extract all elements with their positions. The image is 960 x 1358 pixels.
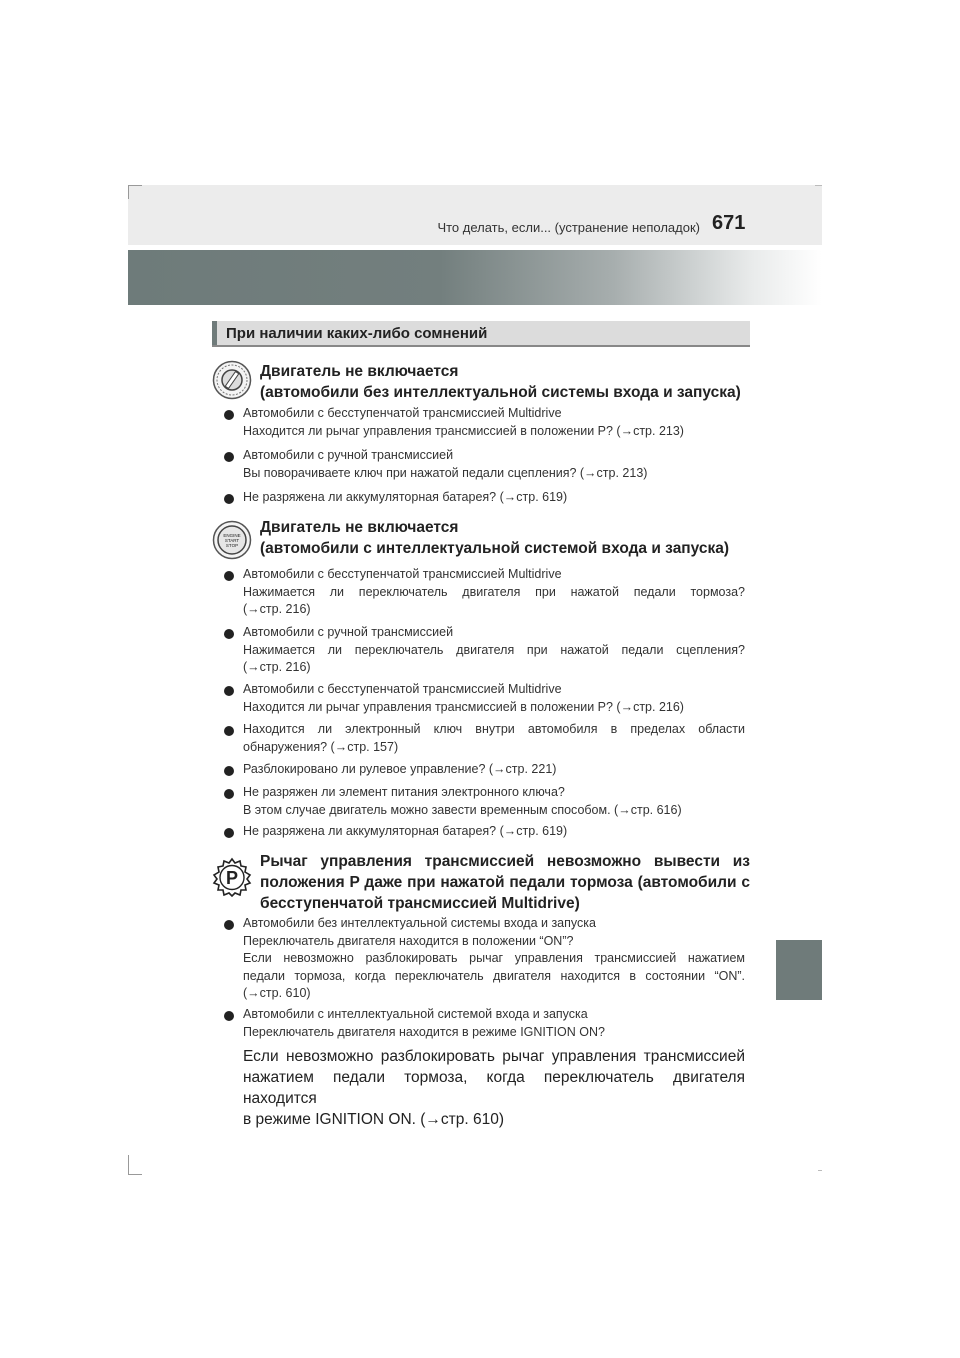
item-line: (→стр. 610) xyxy=(243,986,311,1000)
item-line: Вы поворачиваете ключ при нажатой педали сцепления? (→стр. 213) xyxy=(243,465,648,480)
page-number: 671 xyxy=(712,212,746,234)
final-line: Если невозможно разблокировать рычаг управления трансмиссией xyxy=(243,1048,745,1065)
item-line: Переключатель двигателя находится в режиме IGNITION ON? xyxy=(243,1024,605,1039)
item-line: В этом случае двигатель можно завести временным способом. (→стр. 616) xyxy=(243,802,682,817)
svg-text:STOP: STOP xyxy=(225,543,239,548)
list-item xyxy=(243,761,745,779)
crop-mark xyxy=(128,1174,142,1175)
item-line: Автомобили с интеллектуальной системой входа и запуска xyxy=(243,1007,588,1021)
bullet-icon xyxy=(224,726,234,736)
item-line: Не разряжена ли аккумуляторная батарея? (→стр. 619) xyxy=(243,490,568,504)
block2-heading-line1: Двигатель не включается xyxy=(260,519,459,536)
item-line: Автомобили с бесступенчатой трансмиссией Multidrive xyxy=(243,682,562,696)
list-item xyxy=(243,721,745,756)
item-line: Автомобили без интеллектуальной системы входа и запуска xyxy=(243,916,596,930)
final-line: в режиме IGNITION ON. (→стр. 610) xyxy=(243,1111,505,1128)
block3-heading xyxy=(260,851,750,914)
list-item xyxy=(243,915,745,1003)
section-accent xyxy=(212,321,217,345)
section-header xyxy=(212,321,750,347)
running-head: Что делать, если... (устранение неполадок) xyxy=(437,220,700,235)
item-line: обнаружения? (→стр. 157) xyxy=(243,739,399,754)
list-item xyxy=(243,489,745,507)
final-line: нажатием педали тормоза, когда переключатель двигателя находится xyxy=(243,1069,745,1107)
item-line: Автомобили с бесступенчатой трансмиссией Multidrive xyxy=(243,406,562,420)
bullet-icon xyxy=(224,920,234,930)
block3-heading-line2: положения P даже при нажатой педали тормоза (автомобили с xyxy=(260,874,750,891)
bullet-icon xyxy=(224,766,234,776)
list-item xyxy=(243,823,745,841)
gear-p-icon xyxy=(212,857,252,897)
list-item xyxy=(243,405,745,440)
item-line: Находится ли рычаг управления трансмиссией в положении P? (→стр. 213) xyxy=(243,423,684,438)
list-item xyxy=(243,447,745,482)
svg-text:P: P xyxy=(225,868,239,888)
chapter-band xyxy=(128,250,822,305)
block3-heading-line1: Рычаг управления трансмиссией невозможно вывести из xyxy=(260,853,750,870)
list-item xyxy=(243,681,745,716)
item-line: Не разряжена ли аккумуляторная батарея? (→стр. 619) xyxy=(243,824,568,838)
list-item xyxy=(243,784,745,819)
block1-heading-line2: (автомобили без интеллектуальной системы входа и запуска) xyxy=(260,384,741,401)
engine-start-stop-button-icon xyxy=(212,520,252,560)
item-line: Находится ли рычаг управления трансмиссией в положении P? (→стр. 216) xyxy=(243,699,684,714)
item-line: Находится ли электронный ключ внутри автомобиля в пределах области xyxy=(243,722,745,736)
svg-text:START: START xyxy=(224,538,240,543)
item-line: Переключатель двигателя находится в положении “ON”? xyxy=(243,933,574,948)
list-item xyxy=(243,566,745,619)
list-item xyxy=(243,624,745,677)
bullet-icon xyxy=(224,629,234,639)
item-line: Не разряжен ли элемент питания электронного ключа? xyxy=(243,785,565,799)
block2-heading-line2: (автомобили с интеллектуальной системой входа и запуска) xyxy=(260,540,730,557)
block1-heading-line1: Двигатель не включается xyxy=(260,363,459,380)
section-title: При наличии каких-либо сомнений xyxy=(226,325,488,342)
list-item xyxy=(243,1006,745,1041)
crop-mark xyxy=(818,1170,822,1171)
item-line: Разблокировано ли рулевое управление? (→стр. 221) xyxy=(243,762,557,776)
chapter-side-tab xyxy=(776,940,822,1000)
bullet-icon xyxy=(224,1011,234,1021)
item-line: Нажимается ли переключатель двигателя при нажатой педали тормоза? xyxy=(243,584,745,599)
item-line: (→стр. 216) xyxy=(243,660,311,674)
crop-mark xyxy=(815,185,822,186)
crop-mark xyxy=(128,185,129,199)
block2-heading xyxy=(260,517,750,559)
item-line: Автомобили с ручной трансмиссией xyxy=(243,448,454,462)
bullet-icon xyxy=(224,452,234,462)
block1-heading xyxy=(260,361,750,403)
bullet-icon xyxy=(224,410,234,420)
bullet-icon xyxy=(224,789,234,799)
item-line: (→стр. 216) xyxy=(243,602,311,616)
block3-heading-line3: бесступенчатой трансмиссией Multidrive) xyxy=(260,895,580,912)
bullet-icon xyxy=(224,494,234,504)
item-line: Автомобили с ручной трансмиссией xyxy=(243,625,454,639)
item-line: Автомобили с бесступенчатой трансмиссией Multidrive xyxy=(243,567,562,581)
svg-text:ENGINE: ENGINE xyxy=(223,533,241,538)
final-paragraph xyxy=(243,1046,745,1130)
ignition-key-icon xyxy=(212,360,252,400)
crop-mark xyxy=(128,185,142,186)
bullet-icon xyxy=(224,828,234,838)
item-line: педали тормоза, когда переключатель двигателя находится в состоянии “ON”. xyxy=(243,968,745,983)
item-line: Если невозможно разблокировать рычаг управления трансмиссией нажатием xyxy=(243,951,745,965)
bullet-icon xyxy=(224,686,234,696)
crop-mark xyxy=(128,1155,129,1175)
item-line: Нажимается ли переключатель двигателя при нажатой педали сцепления? xyxy=(243,642,745,657)
bullet-icon xyxy=(224,571,234,581)
